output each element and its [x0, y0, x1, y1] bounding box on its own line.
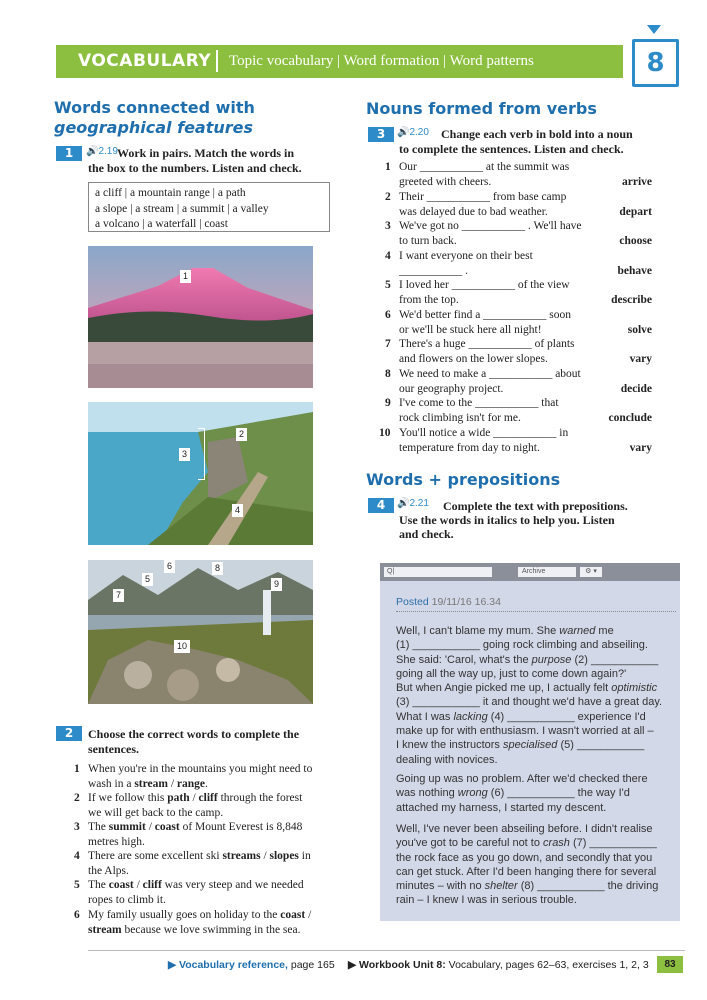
exercise-3-item: [385, 308, 652, 338]
blog-line: attached my harness, I started my descent.: [396, 801, 607, 814]
photo-label-10: 10: [174, 640, 190, 653]
item-text: We've got no ___________ . We'll have to turn back.: [399, 220, 582, 247]
verb-cue: depart: [619, 205, 652, 218]
valley-photo: [88, 560, 313, 704]
blog-toolbar: [380, 563, 680, 581]
item-number: 8: [385, 367, 391, 380]
item-number: 1: [385, 161, 391, 173]
verb-cue: conclude: [608, 412, 652, 424]
posted-line: [396, 596, 501, 608]
photo-label-9: 9: [271, 578, 282, 591]
item-text: The summit / coast of Mount Everest is 8,848 metres high.: [88, 821, 303, 848]
workbook-text: Vocabulary, pages 62–63, exercises 1, 2, 3: [448, 959, 649, 971]
item-text: I loved her ___________ of the view from the top.: [399, 279, 570, 306]
exercise-2-item: [74, 849, 344, 879]
exercise-2-item: [74, 820, 344, 850]
workbook-reference[interactable]: [348, 959, 649, 971]
item-number: 1: [74, 763, 80, 775]
blog-line: (1) ___________ going rock climbing and abseiling.: [396, 639, 648, 652]
item-number: 4: [385, 249, 391, 262]
left-heading-line2: geographical features: [54, 118, 254, 137]
exercise-4-instruction-line1: Complete the text with prepositions.: [443, 499, 628, 513]
exercise-2-instruction-line1: Choose the correct words to complete the: [88, 727, 300, 741]
photo-label-2: 2: [236, 428, 247, 441]
exercise-4-number: 4: [368, 498, 394, 513]
blog-line: going all the way up, just to come down again?': [396, 667, 627, 680]
item-text: Our ___________ at the summit was greeted with cheers.: [399, 161, 570, 188]
exercise-3-item: [385, 367, 652, 397]
item-text: Their ___________ from base camp was delayed due to bad weather.: [399, 190, 567, 218]
item-number: 6: [385, 308, 391, 321]
item-text: If we follow this path / cliff through the forest we will get back to the camp.: [88, 792, 303, 819]
exercise-4-instruction-line2: Use the words in italics to help you. Listen: [399, 513, 615, 527]
blog-line: rain – I knew I was in serious trouble.: [396, 894, 577, 907]
workbook-label: ▶ Workbook Unit 8:: [348, 959, 446, 971]
search-input[interactable]: Q|: [384, 567, 492, 577]
speaker-icon: 🔊: [86, 146, 99, 157]
left-heading-line1: Words connected with: [54, 98, 255, 117]
audio-track-4[interactable]: [397, 498, 429, 509]
blog-line: Going up was no problem. After we'd checked there: [396, 773, 648, 785]
blog-line: dealing with novices.: [396, 753, 498, 766]
section-title: VOCABULARY: [78, 51, 212, 71]
photo-label-5: 5: [142, 573, 153, 586]
page-number: 83: [657, 956, 683, 973]
item-text: I want everyone on their best ___________ .: [399, 249, 533, 277]
item-text: The coast / cliff was very steep and we needed ropes to climb it.: [88, 879, 304, 906]
footer-divider: [88, 950, 685, 951]
word-box-line2: a slope | a stream | a summit | a valley: [95, 202, 269, 215]
exercise-2-item: [74, 878, 344, 908]
item-number: 2: [385, 190, 391, 203]
height-bracket: [198, 428, 205, 480]
exercise-3-item: [385, 278, 652, 308]
blog-line: She said: 'Carol, what's the purpose (2) ___________: [396, 653, 659, 666]
exercise-3-item: [385, 249, 652, 279]
photo-label-6: 6: [164, 560, 175, 573]
exercise-2-item: [74, 908, 344, 938]
exercise-2-item: [74, 762, 344, 792]
verb-cue: describe: [611, 294, 652, 306]
blog-line: I knew the instructors specialised (5) ___________: [396, 739, 645, 752]
volcano-photo: [88, 246, 313, 388]
exercise-4-instruction-line3: and check.: [399, 527, 454, 541]
blog-line: was nothing wrong (6) ___________ the way I'd: [396, 787, 630, 800]
blog-line: Well, I've never been abseiling before. I didn't realise: [396, 823, 653, 835]
audio-track-1[interactable]: [86, 146, 118, 157]
exercise-2-number: 2: [56, 726, 82, 741]
blog-line: But when Angie picked me up, I actually felt optimistic: [396, 682, 658, 695]
blog-line: Well, I can't blame my mum. She warned me: [396, 625, 614, 637]
verb-cue: decide: [620, 382, 652, 395]
word-box-line3: a volcano | a waterfall | coast: [95, 218, 228, 230]
posted-label: Posted: [396, 596, 429, 608]
unit-number-badge: 8: [632, 39, 679, 87]
section-header-bar: [56, 45, 623, 78]
item-number: 4: [74, 850, 80, 862]
exercise-1-instruction-line2: the box to the numbers. Listen and check.: [88, 161, 302, 175]
item-number: 3: [74, 821, 80, 833]
blog-paragraph-1: [396, 624, 671, 767]
right-heading: Nouns formed from verbs: [366, 99, 597, 118]
archive-dropdown[interactable]: Archive: [518, 567, 576, 577]
exercise-3-item: [385, 190, 652, 220]
audio-track-label: 2.21: [409, 498, 429, 509]
section-subtitle: Topic vocabulary | Word formation | Word patterns: [229, 53, 534, 69]
verb-cue: solve: [627, 323, 652, 336]
blog-line: make up for with enthusiasm. I wasn't worried at all –: [396, 725, 654, 738]
verb-cue: choose: [619, 235, 652, 247]
photo-label-3: 3: [179, 448, 190, 461]
blog-line: the rock face as you go down, and secondly that you: [396, 851, 653, 864]
item-number: 2: [74, 792, 80, 804]
item-text: There's a huge ___________ of plants and flowers on the lower slopes.: [399, 338, 575, 365]
word-box: [88, 182, 330, 232]
item-text: You'll notice a wide ___________ in temperature from day to night.: [399, 426, 569, 454]
verb-cue: vary: [629, 353, 652, 365]
verb-cue: vary: [629, 441, 652, 454]
item-number: 10: [379, 426, 391, 439]
photo-label-7: 7: [113, 589, 124, 602]
item-number: 6: [74, 909, 80, 921]
item-text: When you're in the mountains you might need to wash in a stream / range.: [88, 763, 313, 790]
exercise-3-item: [385, 160, 652, 190]
vocab-ref-page: page 165: [290, 959, 335, 971]
exercise-1-number: 1: [56, 146, 82, 161]
exercise-3-item: [379, 426, 652, 456]
gear-icon[interactable]: ⚙ ▾: [580, 567, 602, 577]
photo-label-4: 4: [232, 504, 243, 517]
exercise-3-number: 3: [368, 127, 394, 142]
item-text: We'd better find a ___________ soon or we'll be stuck here all night!: [399, 308, 572, 336]
item-number: 3: [385, 220, 391, 232]
exercise-3-instruction-line2: to complete the sentences. Listen and check.: [399, 142, 624, 156]
exercise-3-item: [385, 396, 652, 426]
item-number: 9: [385, 397, 391, 409]
audio-track-3[interactable]: [397, 127, 429, 138]
blog-paragraph-2: [396, 772, 671, 815]
exercise-3-item: [385, 219, 652, 249]
speaker-icon: 🔊: [397, 498, 410, 509]
vocab-ref-label: ▶ Vocabulary reference,: [168, 959, 288, 971]
verb-cue: behave: [617, 264, 652, 277]
blog-line: can get stuck. After I'd been hanging there for several: [396, 865, 657, 878]
exercise-3-item: [385, 337, 652, 367]
blog-line: you've got to be careful not to crash (7) ___________: [396, 837, 657, 850]
right-heading-2: Words + prepositions: [366, 470, 561, 489]
header-divider: [216, 50, 218, 72]
speaker-icon: 🔊: [397, 127, 410, 138]
exercise-2-instruction-line2: sentences.: [88, 742, 139, 756]
photo-label-1: 1: [180, 270, 191, 283]
exercise-1-instruction-line1: Work in pairs. Match the words in: [117, 146, 295, 160]
word-box-line1: a cliff | a mountain range | a path: [95, 187, 246, 199]
item-text: We need to make a ___________ about our geography project.: [399, 367, 581, 395]
item-number: 5: [385, 279, 391, 291]
audio-track-label: 2.19: [98, 146, 118, 157]
posted-date: 19/11/16 16.34: [431, 596, 501, 608]
blog-line: (3) ___________ it and thought we'd have a great day.: [396, 696, 663, 709]
verb-cue: arrive: [621, 176, 652, 188]
blog-line: minutes – with no shelter (8) ___________ the driving: [396, 880, 659, 893]
item-number: 7: [385, 338, 391, 350]
vocabulary-reference[interactable]: [168, 959, 335, 971]
item-text: I've come to the ___________ that rock climbing isn't for me.: [399, 397, 559, 424]
item-text: My family usually goes on holiday to the coast / stream because we love swimming in the sea.: [88, 909, 312, 936]
photo-label-8: 8: [212, 562, 223, 575]
blog-line: What I was lacking (4) ___________ experience I'd: [396, 710, 646, 723]
exercise-2-item: [74, 791, 344, 821]
audio-track-label: 2.20: [409, 127, 429, 138]
exercise-3-instruction-line1: Change each verb in bold into a noun: [441, 127, 633, 141]
blog-post: [380, 563, 680, 921]
coast-photo: [88, 402, 313, 545]
blog-paragraph-3: [396, 822, 671, 908]
item-text: There are some excellent ski streams / slopes in the Alps.: [88, 850, 311, 877]
dotted-divider: [396, 611, 676, 612]
unit-marker-triangle: [647, 25, 661, 34]
item-number: 5: [74, 879, 80, 891]
